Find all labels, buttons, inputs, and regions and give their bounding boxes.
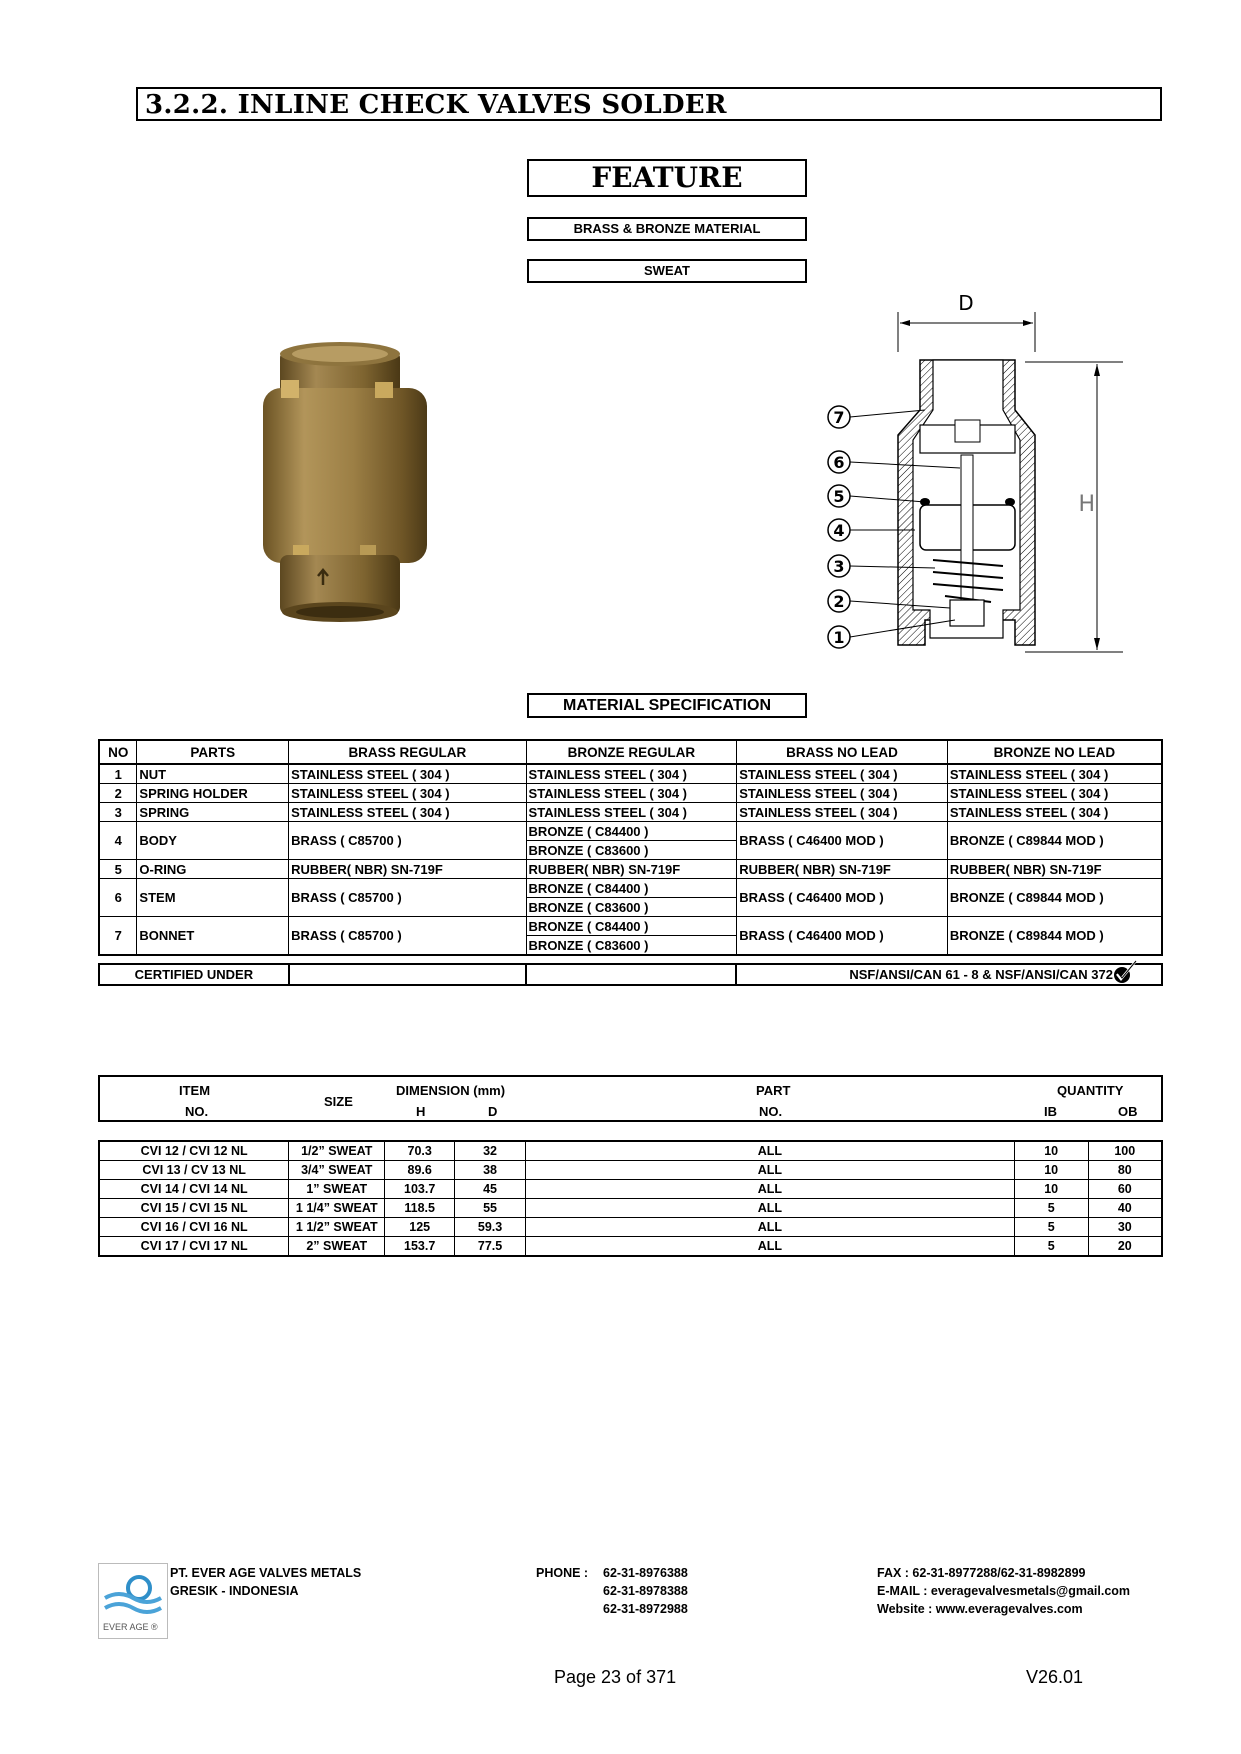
col-header: BRONZE NO LEAD — [947, 740, 1162, 764]
company-location: GRESIK - INDONESIA — [170, 1584, 299, 1598]
table-row — [99, 1199, 1162, 1218]
feature-heading: FEATURE — [527, 159, 807, 197]
cell-part-no: ALL — [526, 1218, 1015, 1237]
cell-qty-ob: 40 — [1088, 1199, 1162, 1218]
valve-product-photo — [255, 340, 435, 640]
version-label: V26.01 — [1026, 1667, 1084, 1687]
cell-qty-ob: 20 — [1088, 1237, 1162, 1257]
cell-dim-d: 77.5 — [455, 1237, 526, 1257]
cell-part-no: ALL — [526, 1161, 1015, 1180]
wave-logo-icon — [99, 1564, 167, 1620]
col-header: NO — [99, 740, 137, 764]
table-row: 7 BONNET BRASS ( C85700 ) BRONZE ( C84400 ) BRASS ( C46400 MOD ) BRONZE ( C89844 MOD ) — [99, 917, 1162, 936]
col-header: PARTS — [137, 740, 289, 764]
section-title: 3.2.2. INLINE CHECK VALVES SOLDER — [145, 90, 727, 120]
header-dimension: DIMENSION (mm) — [396, 1083, 506, 1098]
cell-dim-h: 70.3 — [385, 1141, 455, 1161]
certified-label: CERTIFIED UNDER — [99, 964, 289, 985]
dimension-table-header — [98, 1075, 1163, 1122]
table-row: BRONZE ( C83600 ) — [99, 898, 1162, 917]
cell-size: 1” SWEAT — [289, 1180, 385, 1199]
website: Website : www.everagevalves.com — [877, 1602, 1083, 1616]
header-item: ITEM — [179, 1083, 211, 1098]
col-header: BRASS REGULAR — [289, 740, 526, 764]
cell-size: 2” SWEAT — [289, 1237, 385, 1257]
cell-part-no: ALL — [526, 1141, 1015, 1161]
cell-size: 3/4” SWEAT — [289, 1161, 385, 1180]
header-quantity: QUANTITY — [1057, 1083, 1124, 1098]
phone-label: PHONE : — [536, 1566, 589, 1580]
phone-3: 62-31-8972988 — [603, 1602, 688, 1616]
callout-5: 5 — [833, 487, 845, 506]
header-item-no: NO. — [185, 1104, 209, 1119]
material-spec-heading: MATERIAL SPECIFICATION — [527, 693, 807, 718]
cell-dim-h: 103.7 — [385, 1180, 455, 1199]
header-ob: OB — [1118, 1104, 1138, 1119]
table-row: 4 BODY BRASS ( C85700 ) BRONZE ( C84400 ) BRASS ( C46400 MOD ) BRONZE ( C89844 MOD ) — [99, 822, 1162, 841]
table-row — [99, 1218, 1162, 1237]
section-title-box — [136, 87, 1162, 121]
cell-qty-ob: 80 — [1088, 1161, 1162, 1180]
callout-4: 4 — [833, 521, 845, 540]
cell-part-no: ALL — [526, 1237, 1015, 1257]
cell-part-no: ALL — [526, 1199, 1015, 1218]
material-spec-table — [98, 739, 1163, 956]
phone-2: 62-31-8978388 — [603, 1584, 688, 1598]
certified-value: NSF/ANSI/CAN 61 - 8 & NSF/ANSI/CAN 372 — [849, 966, 1113, 982]
col-header: BRONZE REGULAR — [526, 740, 737, 764]
table-row: 3 SPRING STAINLESS STEEL ( 304 ) STAINLESS STEEL ( 304 ) STAINLESS STEEL ( 304 ) STAINLESS STEEL ( 304 ) — [99, 803, 1162, 822]
callout-7: 7 — [833, 408, 845, 427]
table-row — [99, 1180, 1162, 1199]
table-row: 2 SPRING HOLDER STAINLESS STEEL ( 304 ) STAINLESS STEEL ( 304 ) STAINLESS STEEL ( 304 ) STAINLESS STEEL ( 304 ) — [99, 784, 1162, 803]
callout-1: 1 — [833, 628, 845, 647]
cell-item-no: CVI 12 / CVI 12 NL — [99, 1141, 289, 1161]
email: E-MAIL : everagevalvesmetals@gmail.com — [877, 1584, 1131, 1598]
cell-qty-ob: 30 — [1088, 1218, 1162, 1237]
dim-h-label: H — [1078, 492, 1095, 517]
cell-item-no: CVI 15 / CVI 15 NL — [99, 1199, 289, 1218]
phone-1: 62-31-8976388 — [603, 1566, 688, 1580]
table-row: BRONZE ( C83600 ) — [99, 936, 1162, 956]
cell-size: 1 1/4” SWEAT — [289, 1199, 385, 1218]
cell-qty-ib: 5 — [1014, 1199, 1088, 1218]
cell-dim-h: 118.5 — [385, 1199, 455, 1218]
header-part: PART — [756, 1083, 791, 1098]
cell-item-no: CVI 13 / CV 13 NL — [99, 1161, 289, 1180]
cell-qty-ib: 10 — [1014, 1161, 1088, 1180]
cell-dim-h: 125 — [385, 1218, 455, 1237]
cell-dim-d: 32 — [455, 1141, 526, 1161]
header-d: D — [488, 1104, 498, 1119]
callout-2: 2 — [833, 592, 845, 611]
certification-table — [98, 963, 1163, 986]
header-part-no: NO. — [759, 1104, 783, 1119]
table-row: 1 NUT STAINLESS STEEL ( 304 ) STAINLESS STEEL ( 304 ) STAINLESS STEEL ( 304 ) STAINLESS STEEL ( 304 ) — [99, 764, 1162, 784]
cell-dim-d: 45 — [455, 1180, 526, 1199]
dim-d-label: D — [958, 291, 974, 315]
cell-qty-ib: 10 — [1014, 1141, 1088, 1161]
cell-size: 1/2” SWEAT — [289, 1141, 385, 1161]
valve-section-drawing — [825, 290, 1125, 670]
header-size: SIZE — [324, 1094, 353, 1109]
cell-dim-h: 89.6 — [385, 1161, 455, 1180]
cell-dim-d: 59.3 — [455, 1218, 526, 1237]
cell-qty-ib: 10 — [1014, 1180, 1088, 1199]
check-icon — [1111, 960, 1137, 986]
company-name: PT. EVER AGE VALVES METALS — [170, 1566, 362, 1580]
cell-item-no: CVI 17 / CVI 17 NL — [99, 1237, 289, 1257]
cell-part-no: ALL — [526, 1180, 1015, 1199]
logo-text: EVER AGE ® — [103, 1622, 158, 1632]
cell-qty-ob: 100 — [1088, 1141, 1162, 1161]
table-row: BRONZE ( C83600 ) — [99, 841, 1162, 860]
cell-dim-h: 153.7 — [385, 1237, 455, 1257]
company-logo — [98, 1563, 168, 1639]
feature-item-connection: SWEAT — [527, 259, 807, 283]
col-header: BRASS NO LEAD — [737, 740, 948, 764]
dimension-table — [98, 1140, 1163, 1257]
cell-qty-ib: 5 — [1014, 1237, 1088, 1257]
certification-row — [99, 964, 1162, 985]
table-row — [99, 1161, 1162, 1180]
cell-qty-ob: 60 — [1088, 1180, 1162, 1199]
cell-dim-d: 38 — [455, 1161, 526, 1180]
table-row — [99, 1237, 1162, 1257]
table-row — [99, 1141, 1162, 1161]
header-ib: IB — [1044, 1104, 1057, 1119]
cell-item-no: CVI 16 / CVI 16 NL — [99, 1218, 289, 1237]
cell-size: 1 1/2” SWEAT — [289, 1218, 385, 1237]
feature-item-material: BRASS & BRONZE MATERIAL — [527, 217, 807, 241]
table-row: 5 O-RING RUBBER( NBR) SN-719F RUBBER( NBR) SN-719F RUBBER( NBR) SN-719F RUBBER( NBR) SN-719F — [99, 860, 1162, 879]
page-number: Page 23 of 371 — [554, 1667, 677, 1687]
callout-3: 3 — [833, 557, 845, 576]
fax: FAX : 62-31-8977288/62-31-8982899 — [877, 1566, 1086, 1580]
cell-qty-ib: 5 — [1014, 1218, 1088, 1237]
callout-6: 6 — [833, 453, 845, 472]
table-row: 6 STEM BRASS ( C85700 ) BRONZE ( C84400 ) BRASS ( C46400 MOD ) BRONZE ( C89844 MOD ) — [99, 879, 1162, 898]
header-h: H — [416, 1104, 426, 1119]
cell-dim-d: 55 — [455, 1199, 526, 1218]
table-header-row — [99, 740, 1162, 764]
cell-item-no: CVI 14 / CVI 14 NL — [99, 1180, 289, 1199]
